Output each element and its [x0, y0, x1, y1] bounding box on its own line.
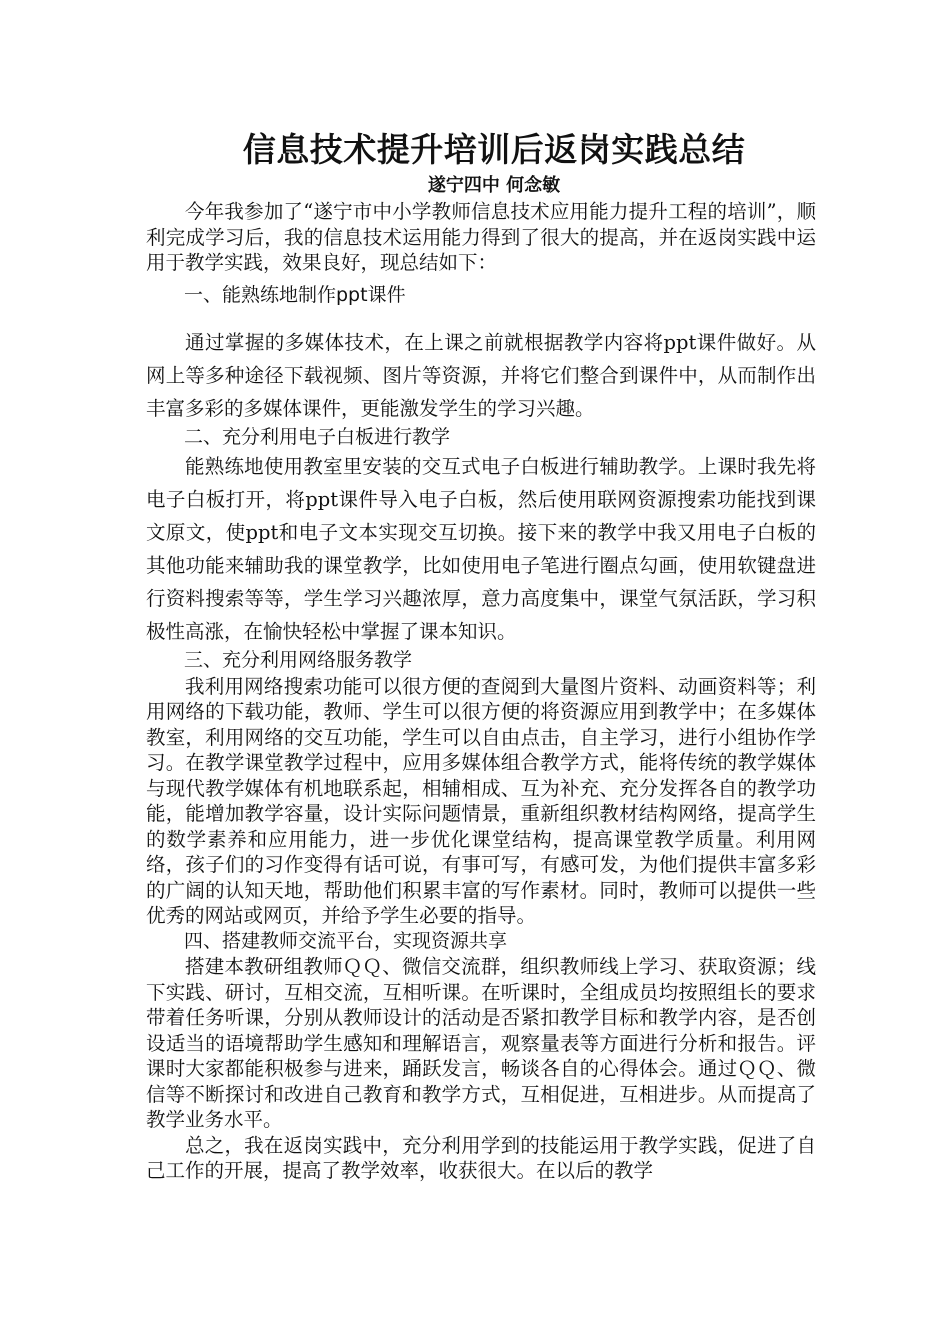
- document-title: 信息技术提升培训后返岗实践总结: [242, 130, 746, 169]
- section-text-4: 搭建本教研组教师ＱＱ、微信交流群，组织教师线上学习、获取资源；线下实践、研讨，互相交流，互相听课。在听课时，全组成员均按照组长的要求带着任务听课，分别从教师设计的活动是否紧扣教学目标和教学内容，是否创设适当的语境帮助学生感知和理解语言，观察量表等方面进行分析和报告。评课时大家都能积极参与进来，踊跃发言，畅谈各自的心得体会。通过ＱＱ、微信等不断探讨和改进自己教育和教学方式，互相促进，互相进步。从而提高了教学业务水平。: [146, 955, 816, 1131]
- section-heading-3: 三、充分利用网络服务教学: [184, 649, 413, 671]
- conclusion-paragraph: 总之，我在返岗实践中，充分利用学到的技能运用于教学实践，促进了自己工作的开展，提高了教学效率，收获很大。在以后的教学: [146, 1133, 816, 1182]
- section-text-2: 能熟练地使用教室里安装的交互式电子白板进行辅助教学。上课时我先将电子白板打开，将ppt课件导入电子白板，然后使用联网资源搜索功能找到课文原文，使ppt和电子文本实现交互切换。接下来的教学中我又用电子白板的其他功能来辅助我的课堂教学，比如使用电子笔进行圈点勾画，使用软键盘进行资料搜索等等，学生学习兴趣浓厚，意力高度集中，课堂气氛活跃，学习积极性高涨，在愉快轻松中掌握了课本知识。: [146, 455, 816, 643]
- document-author: 遂宁四中 何念敏: [427, 175, 561, 196]
- document-body: [146, 199, 816, 1184]
- section-text-3: 我利用网络搜索功能可以很方便的查阅到大量图片资料、动画资料等；利用网络的下载功能，教师、学生可以很方便的将资源应用到教学中；在多媒体教室，利用网络的交互功能，学生可以自由点击，自主学习，进行小组协作学习。在教学课堂教学过程中，应用多媒体组合教学方式，能将传统的教学媒体与现代教学媒体有机地联系起，相辅相成、互为补充、充分发挥各自的教学功能，能增加教学容量，设计实际问题情景，重新组织教材结构网络，提高学生的数学素养和应用能力，进一步优化课堂结构，提高课堂教学质量。利用网络，孩子们的习作变得有话可说，有事可写，有感可发，为他们提供丰富多彩的广阔的认知天地，帮助他们积累丰富的写作素材。同时，教师可以提供一些优秀的网站或网页，并给予学生必要的指导。: [146, 674, 816, 927]
- section-heading-4: 四、搭建教师交流平台，实现资源共享: [184, 929, 508, 952]
- section-heading-1: 一、能熟练地制作ppt课件: [184, 283, 406, 306]
- intro-paragraph: 今年我参加了“遂宁市中小学教师信息技术应用能力提升工程的培训”，顺利完成学习后，我的信息技术运用能力得到了很大的提高，并在返岗实践中运用于教学实践，效果良好，现总结如下：: [146, 200, 816, 274]
- section-heading-2: 二、充分利用电子白板进行教学: [184, 425, 451, 448]
- section-text-1: 通过掌握的多媒体技术，在上课之前就根据教学内容将ppt课件做好。从网上等多种途径下载视频、图片等资源，并将它们整合到课件中，从而制作出丰富多彩的多媒体课件，更能激发学生的学习兴趣。: [146, 330, 816, 420]
